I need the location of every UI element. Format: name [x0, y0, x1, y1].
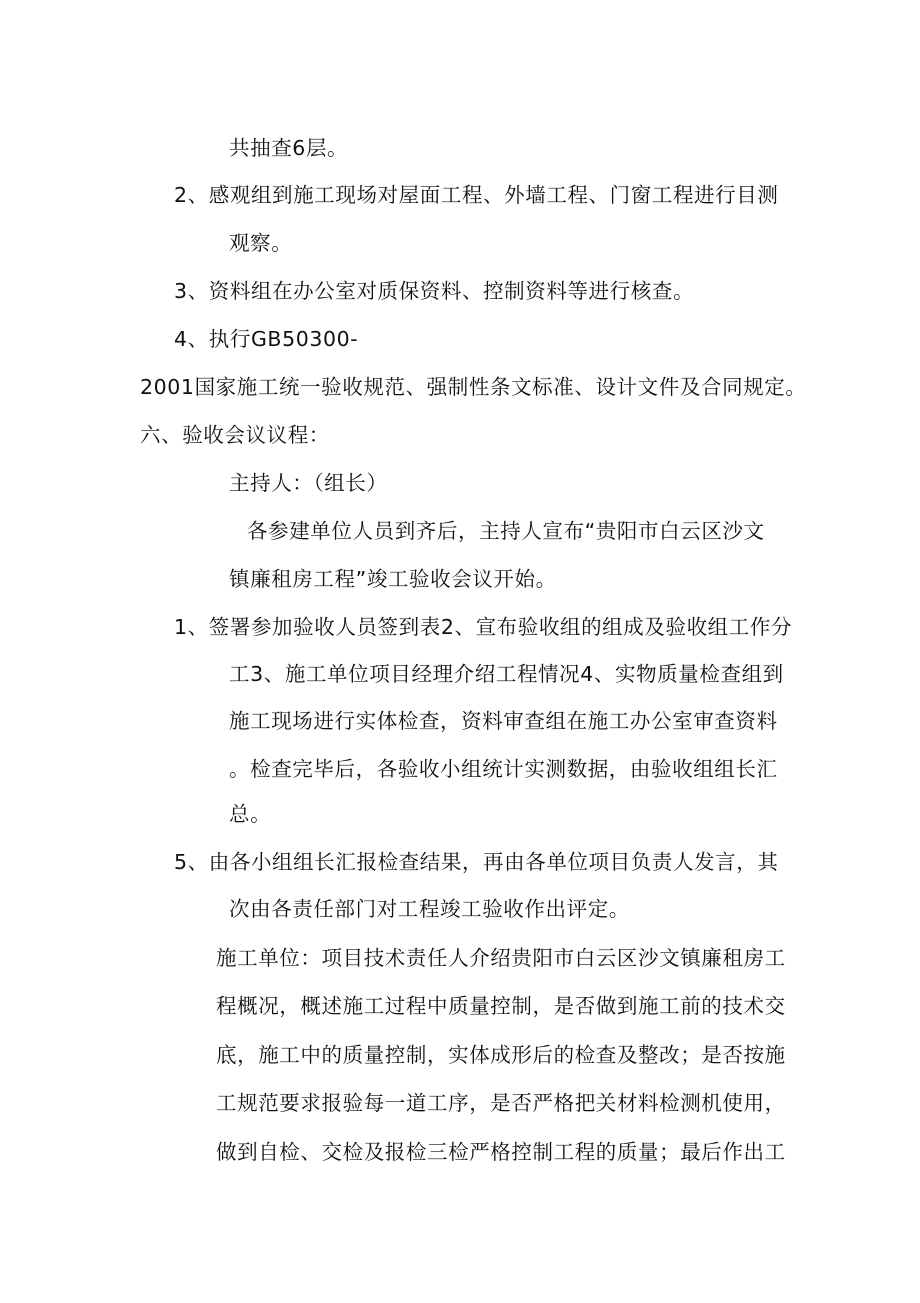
- text-line-21: 工规范要求报验每一道工序，是否严格把关材料检测机使用，: [216, 1091, 786, 1115]
- text-line-5: 4、执行GB50300-: [174, 327, 359, 351]
- text-line-11: 1、签署参加验收人员签到表2、宣布验收组的组成及验收组工作分: [174, 615, 793, 639]
- text-line-10: 镇廉租房工程”竣工验收会议开始。: [229, 567, 557, 591]
- text-line-2: 2、感观组到施工现场对屋面工程、外墙工程、门窗工程进行目测: [174, 183, 779, 207]
- text-line-17: 次由各责任部门对工程竣工验收作出评定。: [229, 897, 630, 921]
- text-line-18: 施工单位：项目技术责任人介绍贵阳市白云区沙文镇廉租房工: [216, 946, 786, 970]
- text-line-22: 做到自检、交检及报检三检严格控制工程的质量；最后作出工: [216, 1140, 786, 1164]
- section-heading-agenda: 六、验收会议议程：: [140, 423, 330, 447]
- text-line-20: 底，施工中的质量控制，实体成形后的检查及整改；是否按施: [216, 1043, 786, 1067]
- text-line-15: 总。: [229, 802, 272, 826]
- text-line-6: 2001国家施工统一验收规范、强制性条文标准、设计文件及合同规定。: [140, 375, 807, 399]
- text-line-4: 3、资料组在办公室对质保资料、控制资料等进行核查。: [174, 279, 695, 303]
- text-line-16: 5、由各小组组长汇报检查结果，再由各单位项目负责人发言，其: [174, 850, 779, 874]
- text-line-3: 观察。: [229, 231, 293, 255]
- text-line-9: 各参建单位人员到齐后，主持人宣布“贵阳市白云区沙文: [247, 519, 765, 543]
- text-line-14: 。检查完毕后，各验收小组统计实测数据，由验收组组长汇: [229, 757, 778, 781]
- text-line-19: 程概况，概述施工过程中质量控制，是否做到施工前的技术交: [216, 994, 786, 1018]
- text-line-host: 主持人：（组长）: [229, 471, 388, 495]
- text-line-12: 工3、施工单位项目经理介绍工程情况4、实物质量检查组到: [229, 662, 784, 686]
- text-line-1: 共抽查6层。: [229, 136, 349, 160]
- text-line-13: 施工现场进行实体检查，资料审查组在施工办公室审查资料: [229, 709, 778, 733]
